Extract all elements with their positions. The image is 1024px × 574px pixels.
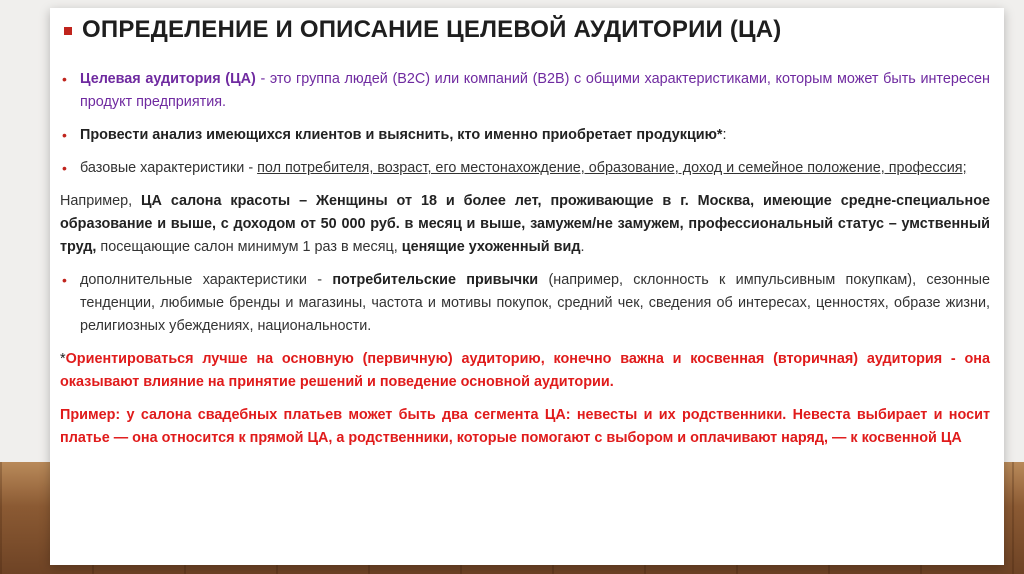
example-end: .	[580, 239, 585, 255]
example-text-2: посещающие салон минимум 1 раз в месяц,	[96, 239, 402, 255]
title-square-bullet-icon	[64, 27, 72, 35]
extra-characteristics-rest: (например, склонность к импульсивным покупкам), сезонные тенденции, любимые бренды и магазины, частота и мотивы покупок, средний чек, сведения об интересах, ценностях, образе жизни, религиозных убеждениях, национальности.	[80, 272, 990, 334]
bullet-icon: •	[62, 127, 67, 143]
slide-title-text: ОПРЕДЕЛЕНИЕ И ОПИСАНИЕ ЦЕЛЕВОЙ АУДИТОРИИ (ЦА)	[82, 16, 782, 43]
wedding-example-text: Пример: у салона свадебных платьев может быть два сегмента ЦА: невесты и их родственники. Невеста выбирает и носит платье — она относится к прямой ЦА, а родственники, которые помогают с выбором и оплачивают наряд, — к косвенной ЦА	[60, 407, 990, 446]
example-bold-2: ценящие ухоженный вид	[401, 239, 581, 255]
basic-characteristics-lead: базовые характеристики -	[80, 160, 258, 176]
definition-text: - это группа людей (B2C) или компаний (B2B) с общими характеристиками, которым может быть интересен продукт предприятия.	[80, 71, 991, 110]
extra-characteristics-lead: дополнительные характеристики -	[80, 272, 333, 288]
basic-characteristics-list: пол потребителя, возраст, его местонахождение, образование, доход и семейное положение, профессия;	[257, 160, 967, 176]
audience-note-star: *	[60, 351, 66, 367]
wedding-example-paragraph	[60, 404, 990, 450]
slide-content	[60, 68, 990, 460]
slide-card	[50, 8, 1004, 565]
audience-note-paragraph	[60, 348, 990, 394]
bullet-icon: •	[62, 160, 67, 176]
analysis-end: :	[722, 127, 727, 143]
analysis-paragraph	[60, 124, 990, 147]
analysis-text: Провести анализ имеющихся клиентов и выяснить, кто именно приобретает продукцию*	[80, 127, 723, 143]
extra-characteristics-paragraph	[60, 269, 990, 338]
slide-title	[64, 16, 994, 44]
basic-characteristics-paragraph	[60, 157, 990, 180]
bullet-icon: •	[62, 71, 67, 87]
example-lead: Например,	[60, 193, 142, 209]
bullet-icon: •	[62, 272, 67, 288]
example-bold-1: ЦА салона красоты – Женщины от 18 и более лет, проживающие в г. Москва, имеющие средне-специальное образование и выше, с доходом от 50 000 руб. в месяц и выше, замужем/не замужем, профессиональный статус – умственный труд,	[60, 193, 990, 255]
extra-characteristics-bold: потребительские привычки	[332, 272, 539, 288]
audience-note-text: Ориентироваться лучше на основную (первичную) аудиторию, конечно важна и косвенная (вторичная) аудитория - она оказывают влияние на принятие решений и поведение основной аудитории.	[60, 351, 990, 390]
definition-term: Целевая аудитория (ЦА)	[80, 71, 256, 87]
definition-paragraph	[60, 68, 990, 114]
example-paragraph	[60, 190, 990, 259]
